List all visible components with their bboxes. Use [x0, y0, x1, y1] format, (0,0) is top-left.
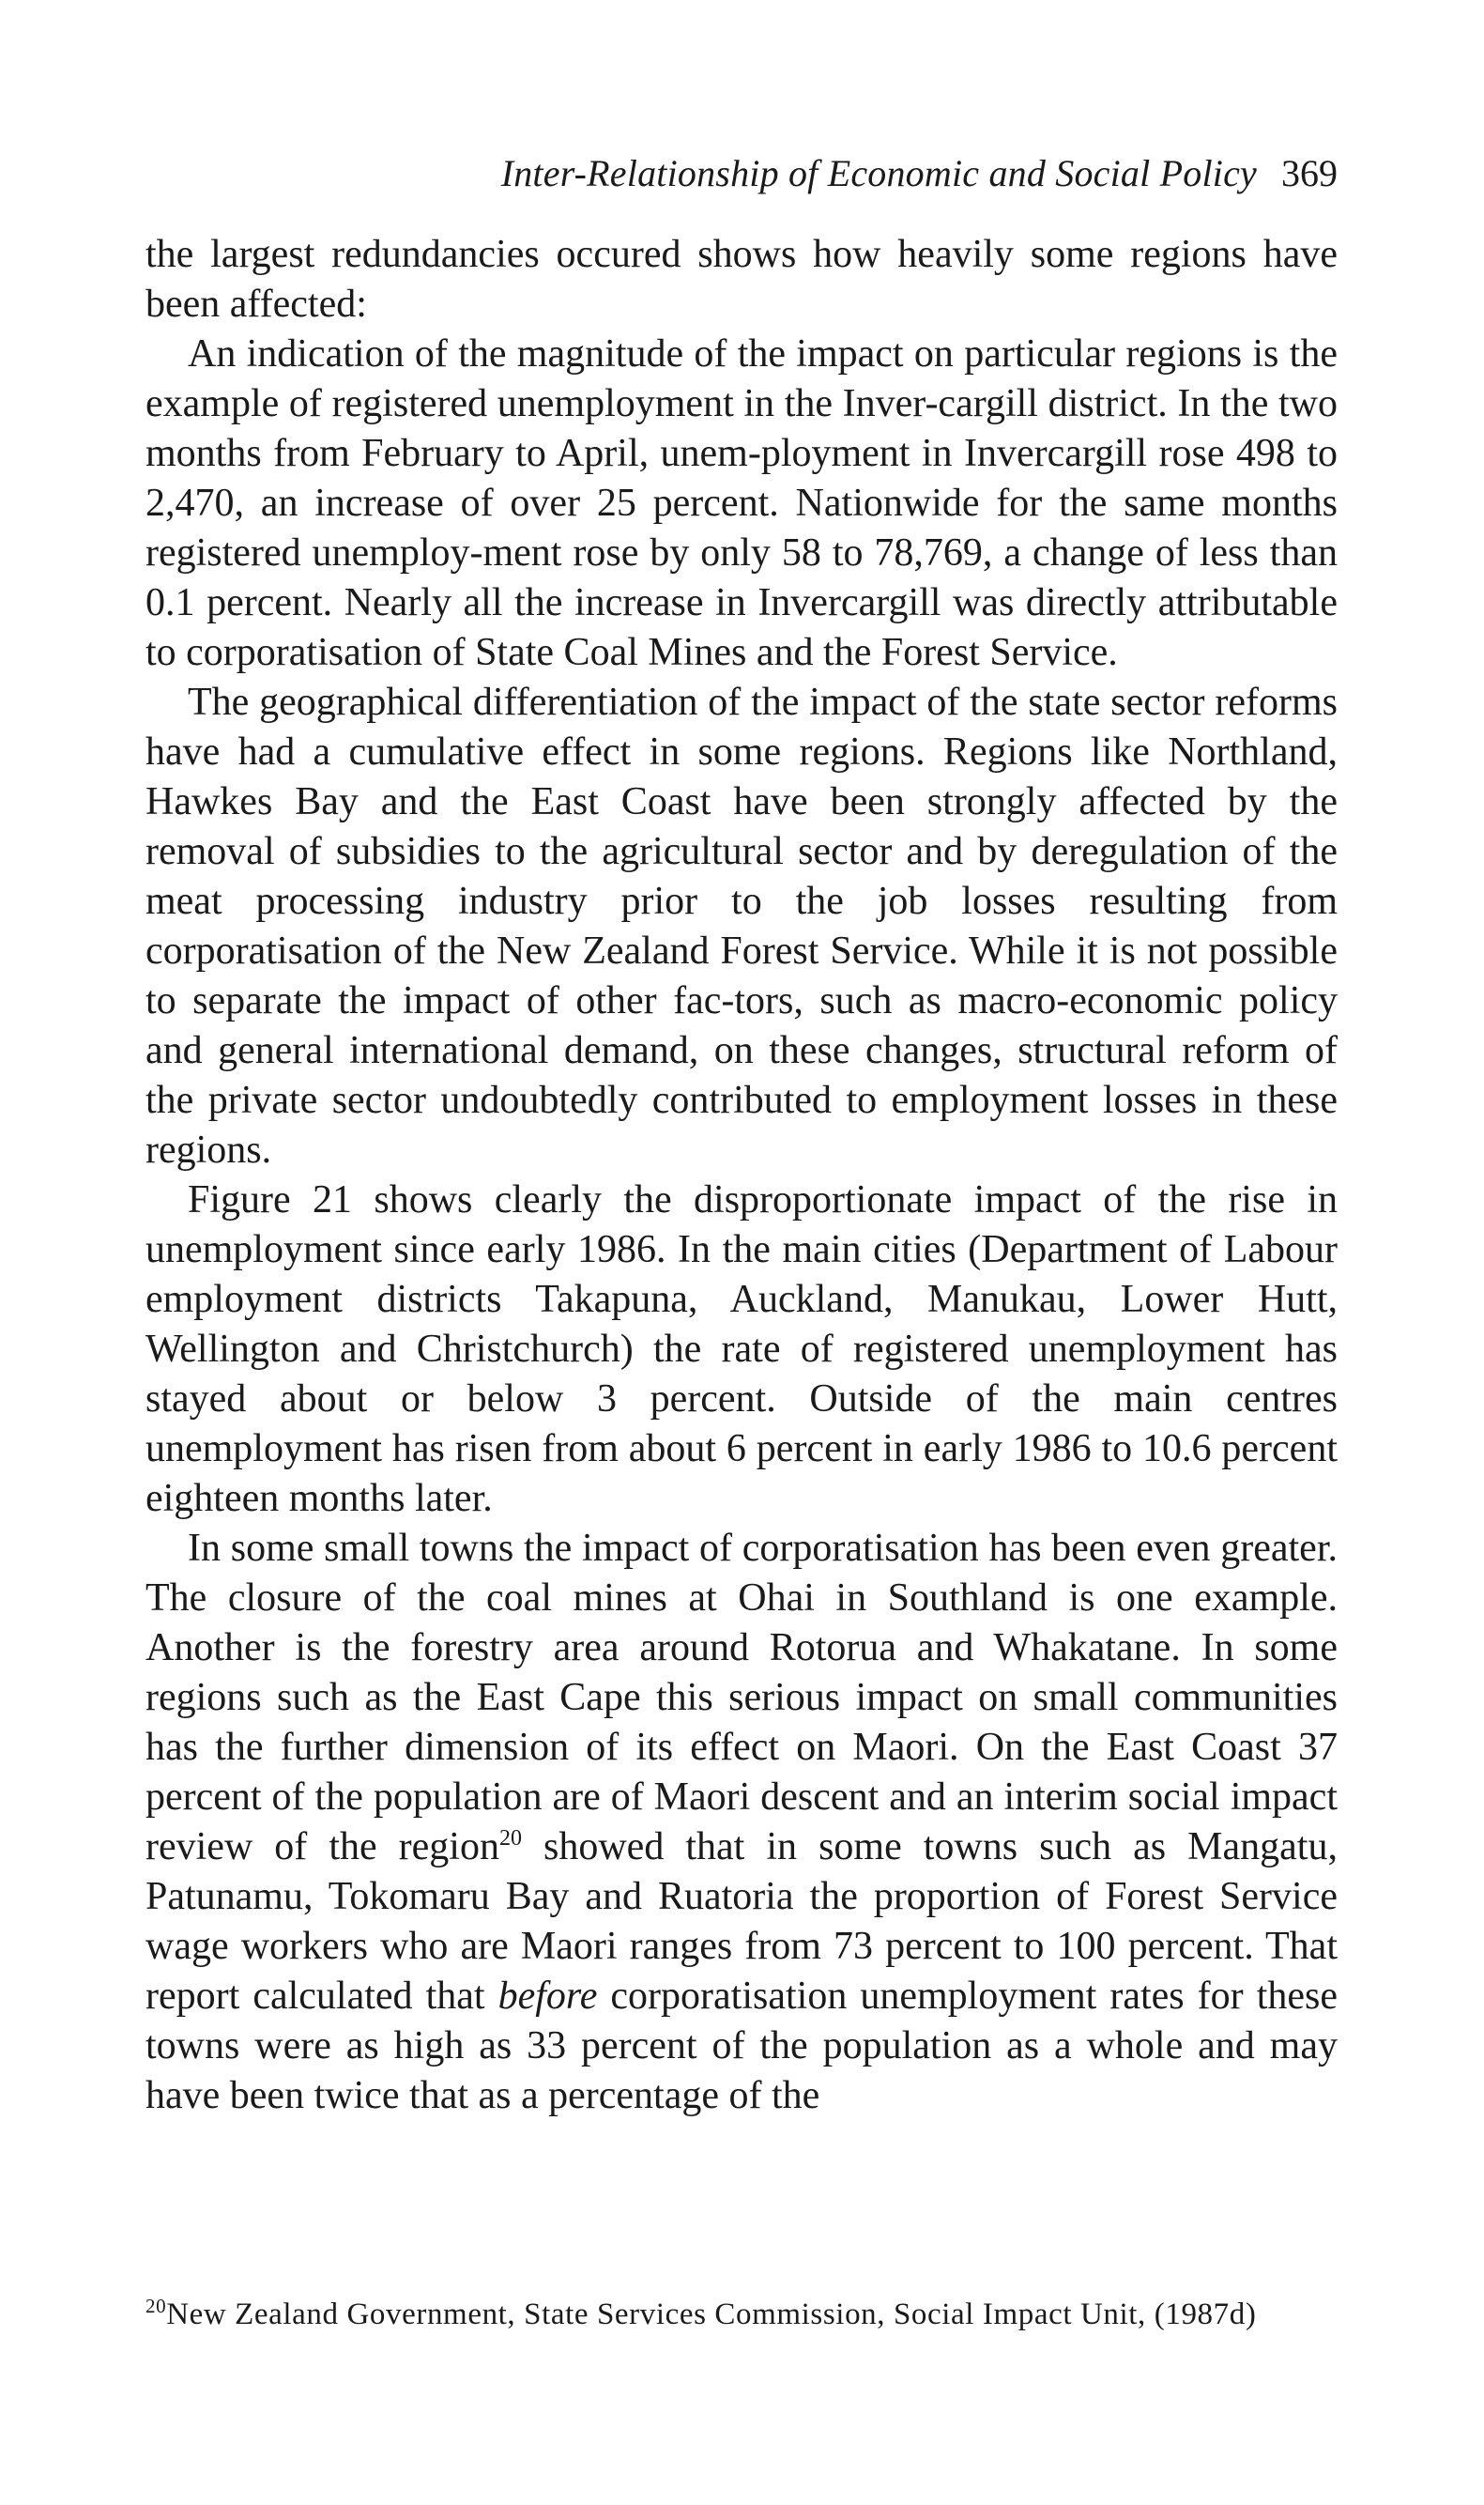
footnote — [145, 2291, 1338, 2338]
body-text — [145, 230, 1338, 2121]
footnote-reference-20: 20 — [498, 1826, 522, 1851]
paragraph-geographical-differentiation: The geographical differentiation of the impact of the state sector reforms have had a cumulative effect in some regions. Regions like Northland, Hawkes Bay and the East Coast have been strongly affected by the removal of subsidies to the agricultural sector and by deregulation of the meat processing industry prior to the job losses resulting from corporatisation of the New Zealand Forest Service. While it is not possible to separate the impact of other fac-tors, such as macro-economic policy and general international demand, on these changes, structural reform of the private sector undoubtedly contributed to employment losses in these regions. — [145, 681, 1338, 1172]
page-number: 369 — [1281, 152, 1338, 194]
paragraph-small-towns-part-c: corporatisation unemployment rates for these towns were as high as 33 percent of the population as a whole and may have been twice that as a percentage of the — [145, 1975, 1338, 2117]
block-quote-invercargill: An indication of the magnitude of the impact on particular regions is the example of registered unemployment in the Inver-cargill district. In the two months from February to April, unem-ployment in Invercargill rose 498 to 2,470, an increase of over 25 percent. Nationwide for the same months registered unemploy-ment rose by only 58 to 78,769, a change of less than 0.1 percent. Nearly all the increase in Invercargill was directly attributable to corporatisation of State Coal Mines and the Forest Service. — [145, 332, 1338, 674]
paragraph-small-towns-part-a: In some small towns the impact of corporatisation has been even greater. The closure of the coal mines at Ohai in Southland is one example. Another is the forestry area around Rotorua and Whakatane. In some regions such as the East Cape this serious impact on small communities has the further dimension of its effect on Maori. On the East Coast 37 percent of the population are of Maori descent and an interim social impact review of the region — [145, 1527, 1338, 1868]
footnote-marker: 20 — [145, 2295, 167, 2317]
footnote-text: New Zealand Government, State Services Commission, Social Impact Unit, (1987d) — [166, 2298, 1257, 2331]
paragraph-small-towns-part-b: showed that in some towns such as Mangatu, Patunamu, Tokomaru Bay and Ruatoria the proportion of Forest Service wage workers who are Maori ranges from 73 percent to 100 percent. That report calculated that — [145, 1825, 1338, 2018]
running-header-title: Inter-Relationship of Economic and Social Policy — [500, 152, 1257, 194]
paragraph-small-towns — [145, 1524, 1338, 2121]
paragraph-continuation: the largest redundancies occured shows how heavily some regions have been affected: — [145, 233, 1338, 326]
running-header — [145, 141, 1338, 207]
paragraph-figure-21: Figure 21 shows clearly the disproportionate impact of the rise in unemployment since early 1986. In the main cities (Department of Labour employment districts Takapuna, Auckland, Manukau, Lower Hutt, Wellington and Christchurch) the rate of registered unemployment has stayed about or below 3 percent. Outside of the main centres unemployment has risen from about 6 percent in early 1986 to 10.6 percent eighteen months later. — [145, 1178, 1338, 1520]
emphasis-before: before — [497, 1975, 598, 2018]
